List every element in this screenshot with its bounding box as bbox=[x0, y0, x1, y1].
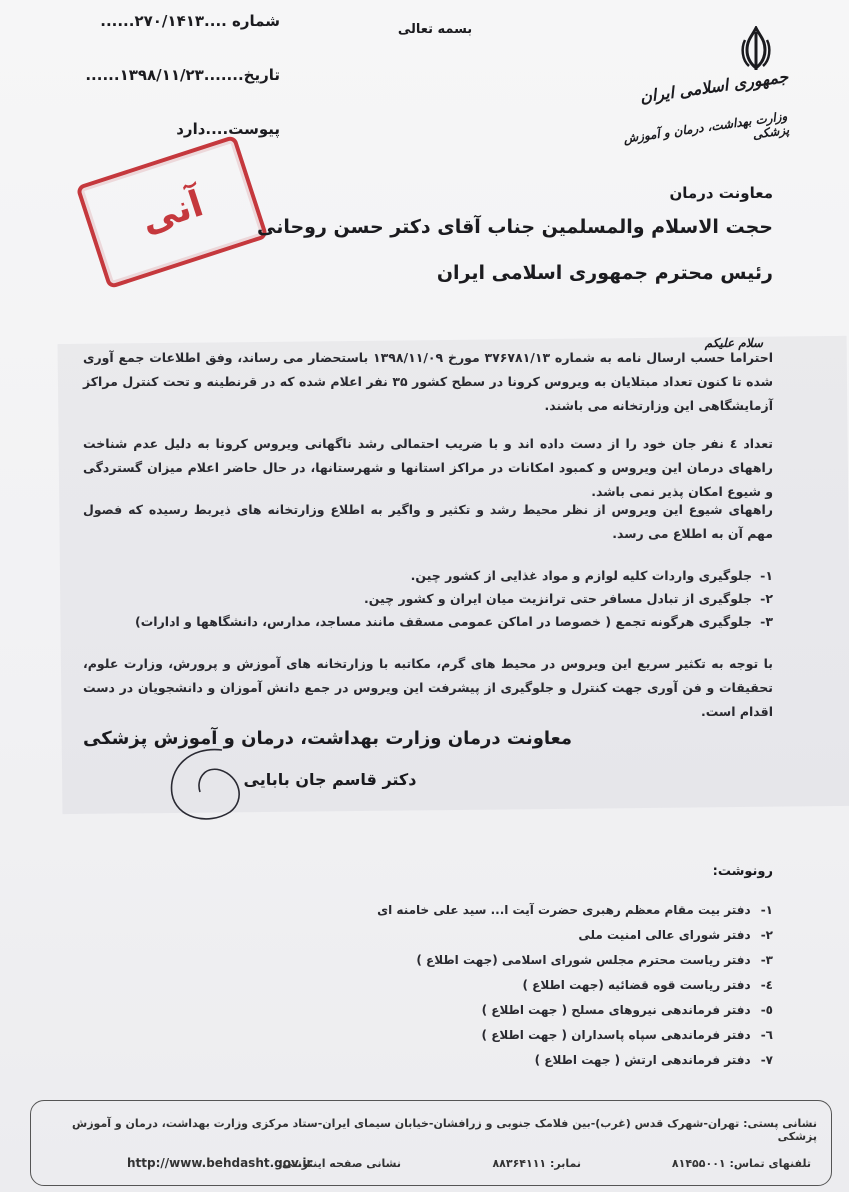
signature-title: معاونت درمان وزارت بهداشت، درمان و آموزش پزشکی bbox=[83, 728, 572, 749]
cc-item-number: ۲- bbox=[760, 928, 773, 942]
handwritten-signature bbox=[160, 740, 250, 830]
cc-item-number: ٥- bbox=[760, 1003, 773, 1017]
list-item bbox=[83, 564, 773, 587]
list-item bbox=[83, 587, 773, 610]
cc-item-number: ۳- bbox=[760, 953, 773, 967]
cc-item bbox=[253, 998, 773, 1023]
cc-item-text: دفتر ریاست محترم مجلس شورای اسلامی (جهت اطلاع ) bbox=[416, 953, 751, 967]
ministry-logo bbox=[599, 66, 791, 168]
cc-heading: رونوشت: bbox=[712, 864, 773, 879]
cc-item-text: دفتر فرماندهی سپاه پاسداران ( جهت اطلاع ) bbox=[481, 1028, 751, 1042]
letter-number: شماره ....۲۷۰/۱۴۱۳...... bbox=[100, 12, 280, 30]
letter-attachment: پیوست....دارد bbox=[176, 120, 280, 138]
footer-website-link[interactable]: http://www.behdasht.gov.ir bbox=[127, 1156, 313, 1170]
republic-logo-text: جمهوری اسلامی ایران bbox=[638, 66, 790, 107]
list-item-text: جلوگیری واردات کلیه لوازم و مواد غذایی از کشور چین. bbox=[410, 568, 753, 583]
paragraph-2: تعداد ٤ نفر جان خود را از دست داده اند و با ضریب احتمالی رشد ناگهانی ویروس کرونا به دلیل عدم شناخت راههای درمان این ویروس و کمبود امکانات در مراکز استانها و شهرستانها، در حال حاضر اعلام میزان گستردگی و شیوع امکان پذیر نمی باشد. bbox=[83, 436, 773, 499]
recipient-title: رئیس محترم جمهوری اسلامی ایران bbox=[436, 262, 773, 284]
cc-item bbox=[253, 1048, 773, 1073]
cc-item-text: دفتر ریاست قوه قضائیه (جهت اطلاع ) bbox=[522, 978, 751, 992]
letter-date: تاریخ.......۱۳۹۸/۱۱/۲۳...... bbox=[85, 66, 280, 84]
list-item-number: ۳- bbox=[760, 614, 773, 629]
signatory-name: دکتر قاسم جان بابایی bbox=[243, 770, 417, 789]
cc-item-number: ٦- bbox=[760, 1028, 773, 1042]
cc-item bbox=[253, 973, 773, 998]
iran-emblem-icon bbox=[739, 26, 773, 72]
footer-address: نشانی پستی: تهران-شهرک قدس (غرب)-بین فلامک جنوبی و زرافشان-خیابان سیمای ایران-ستاد مرکزی وزارت بهداشت، درمان و آموزش پزشکی bbox=[72, 1117, 817, 1143]
footer-web-label: نشانی صفحه اینترنتی: bbox=[277, 1157, 401, 1170]
footer-fax: نمابر: ۸۸۳۶۴۱۱۱ bbox=[492, 1157, 581, 1170]
cc-item-text: دفتر فرماندهی ارتش ( جهت اطلاع ) bbox=[534, 1053, 751, 1067]
letterhead-footer bbox=[30, 1100, 832, 1186]
cc-item-text: دفتر بیت مقام معظم رهبری حضرت آیت ا... سید علی خامنه ای bbox=[377, 903, 751, 917]
list-item bbox=[83, 610, 773, 633]
cc-item bbox=[253, 898, 773, 923]
cc-item bbox=[253, 948, 773, 973]
cc-list bbox=[253, 898, 773, 1073]
stamp-text: آنی bbox=[136, 182, 208, 242]
cc-item-text: دفتر شورای عالی امنیت ملی bbox=[578, 928, 751, 942]
cc-item-number: ٧- bbox=[760, 1053, 773, 1067]
list-item-text: جلوگیری هرگونه تجمع ( خصوصا در اماکن عمومی مسقف مانند مساجد، مدارس، دانشگاهها و ادارات) bbox=[135, 614, 753, 629]
list-item-text: جلوگیری از تبادل مسافر حتی ترانزیت میان ایران و کشور چین. bbox=[364, 591, 753, 606]
paragraph-3: راههای شیوع این ویروس از نظر محیط رشد و تکثیر و واگیر به اطلاع وزارتخانه های ذیربط رسیده که فصول مهم آن به اطلاع می رسد. bbox=[83, 502, 773, 541]
cc-item bbox=[253, 1023, 773, 1048]
deputy-title: معاونت درمان bbox=[669, 184, 773, 202]
cc-item bbox=[253, 923, 773, 948]
footer-phones: تلفنهای تماس: ۸۱۴۵۵۰۰۱ bbox=[671, 1157, 811, 1170]
list-item-number: ۲- bbox=[760, 591, 773, 606]
cc-item-number: ٤- bbox=[760, 978, 773, 992]
cc-item-text: دفتر فرماندهی نیروهای مسلح ( جهت اطلاع ) bbox=[481, 1003, 751, 1017]
besmeh-header: بسمه تعالی bbox=[397, 22, 473, 37]
measures-list bbox=[83, 564, 773, 633]
recipient-name: حجت الاسلام والمسلمین جناب آقای دکتر حسن روحانی bbox=[257, 216, 773, 238]
paragraph-4: با توجه به تکثیر سریع این ویروس در محیط های گرم، مکاتبه با وزارتخانه های آموزش و پرورش، وزارت علوم، تحقیقات و فن آوری جهت کنترل و جلوگیری از پیشرفت این ویروس در جمع دانش آموزان و دانشجویان در دست اقدام است. bbox=[83, 656, 773, 719]
paragraph-1: احتراما حسب ارسال نامه به شماره ۳۷۶۷۸۱/۱۳ مورخ ۱۳۹۸/۱۱/۰۹ باستحضار می رساند، وفق اطلاعات جمع آوری شده تا کنون تعداد مبتلایان به ویروس کرونا در سطح کشور ۳۵ نفر اعلام شده که در قرنطینه و تحت کنترل مراکز آزمایشگاهی این وزارتخانه می باشند. bbox=[83, 350, 773, 413]
ministry-logo-text: وزارت بهداشت، درمان و آموزش پزشکی bbox=[622, 108, 791, 146]
cc-item-number: ۱- bbox=[760, 903, 773, 917]
salutation: سلام علیکم bbox=[704, 336, 763, 350]
list-item-number: ۱- bbox=[760, 568, 773, 583]
